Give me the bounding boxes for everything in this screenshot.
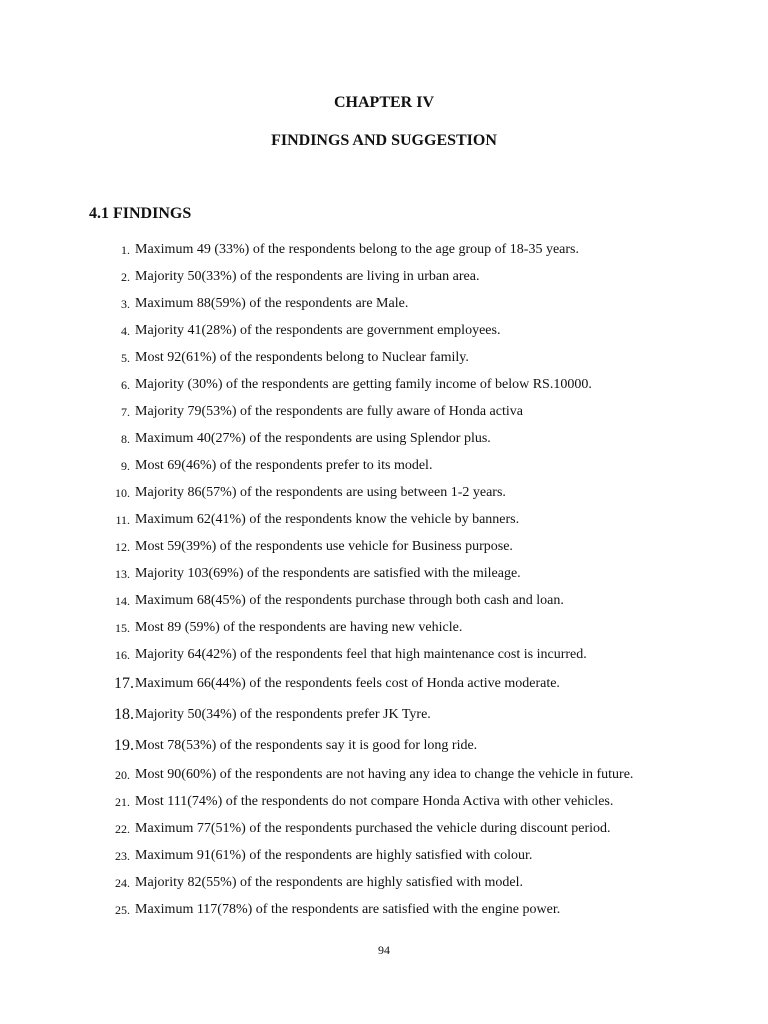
finding-item xyxy=(0,535,768,562)
finding-text: Majority 50(34%) of the respondents prefer JK Tyre. xyxy=(135,707,431,722)
finding-item xyxy=(0,670,768,701)
finding-number: 2. xyxy=(121,270,130,284)
finding-item xyxy=(0,701,768,732)
finding-number: 24. xyxy=(115,876,130,890)
finding-item xyxy=(0,481,768,508)
findings-list xyxy=(0,238,768,925)
finding-text: Most 59(39%) of the respondents use vehicle for Business purpose. xyxy=(135,539,513,554)
finding-text: Majority 50(33%) of the respondents are living in urban area. xyxy=(135,269,480,284)
finding-item xyxy=(0,589,768,616)
finding-item xyxy=(0,346,768,373)
finding-item xyxy=(0,508,768,535)
finding-number: 10. xyxy=(115,486,130,500)
finding-item xyxy=(0,292,768,319)
finding-text: Maximum 88(59%) of the respondents are Male. xyxy=(135,296,409,311)
finding-number: 4. xyxy=(121,324,130,338)
finding-number: 23. xyxy=(115,849,130,863)
finding-text: Most 111(74%) of the respondents do not compare Honda Activa with other vehicles. xyxy=(135,794,614,809)
finding-text: Maximum 62(41%) of the respondents know the vehicle by banners. xyxy=(135,512,520,527)
finding-number: 5. xyxy=(121,351,130,365)
finding-text: Majority 103(69%) of the respondents are satisfied with the mileage. xyxy=(135,566,521,581)
finding-number: 8. xyxy=(121,432,130,446)
finding-text: Maximum 49 (33%) of the respondents belong to the age group of 18-35 years. xyxy=(135,242,580,257)
finding-number: 1. xyxy=(121,243,130,257)
finding-text: Maximum 77(51%) of the respondents purchased the vehicle during discount period. xyxy=(135,821,611,836)
finding-item xyxy=(0,427,768,454)
finding-number: 13. xyxy=(115,567,130,581)
finding-number: 7. xyxy=(121,405,130,419)
finding-item xyxy=(0,732,768,763)
finding-text: Maximum 40(27%) of the respondents are using Splendor plus. xyxy=(135,431,491,446)
finding-number: 6. xyxy=(121,378,130,392)
chapter-title: CHAPTER IV xyxy=(333,94,434,111)
finding-item xyxy=(0,616,768,643)
finding-number: 11. xyxy=(115,513,130,527)
finding-text: Majority 64(42%) of the respondents feel that high maintenance cost is incurred. xyxy=(135,647,587,662)
finding-text: Most 69(46%) of the respondents prefer to its model. xyxy=(135,458,433,473)
finding-item xyxy=(0,898,768,925)
finding-number: 19. xyxy=(114,737,134,754)
finding-text: Maximum 66(44%) of the respondents feels cost of Honda active moderate. xyxy=(135,676,560,691)
finding-number: 12. xyxy=(115,540,130,554)
finding-text: Most 78(53%) of the respondents say it is good for long ride. xyxy=(135,738,478,753)
finding-item xyxy=(0,454,768,481)
finding-item xyxy=(0,763,768,790)
finding-item xyxy=(0,871,768,898)
finding-number: 22. xyxy=(115,822,130,836)
finding-text: Most 92(61%) of the respondents belong to Nuclear family. xyxy=(135,350,469,365)
finding-number: 20. xyxy=(115,768,130,782)
finding-item xyxy=(0,400,768,427)
finding-item xyxy=(0,265,768,292)
finding-number: 25. xyxy=(115,903,130,917)
finding-text: Most 90(60%) of the respondents are not having any idea to change the vehicle in future. xyxy=(135,767,634,782)
finding-text: Maximum 117(78%) of the respondents are satisfied with the engine power. xyxy=(135,902,561,917)
finding-number: 21. xyxy=(115,795,130,809)
finding-item xyxy=(0,844,768,871)
section-heading-findings: 4.1 FINDINGS xyxy=(89,205,192,222)
finding-number: 17. xyxy=(114,675,134,692)
finding-text: Majority 86(57%) of the respondents are using between 1-2 years. xyxy=(135,485,506,500)
finding-number: 9. xyxy=(121,459,130,473)
finding-item xyxy=(0,319,768,346)
finding-item xyxy=(0,238,768,265)
finding-item xyxy=(0,790,768,817)
finding-text: Maximum 91(61%) of the respondents are highly satisfied with colour. xyxy=(135,848,533,863)
finding-text: Majority 82(55%) of the respondents are highly satisfied with model. xyxy=(135,875,524,890)
finding-number: 15. xyxy=(115,621,130,635)
page-number: 94 xyxy=(378,943,390,957)
finding-number: 18. xyxy=(114,706,134,723)
chapter-subtitle: FINDINGS AND SUGGESTION xyxy=(271,132,497,149)
finding-text: Majority 41(28%) of the respondents are government employees. xyxy=(135,323,501,338)
finding-text: Majority 79(53%) of the respondents are fully aware of Honda activa xyxy=(135,404,523,419)
finding-text: Maximum 68(45%) of the respondents purchase through both cash and loan. xyxy=(135,593,564,608)
finding-item xyxy=(0,643,768,670)
finding-item xyxy=(0,373,768,400)
finding-number: 14. xyxy=(115,594,130,608)
finding-text: Most 89 (59%) of the respondents are having new vehicle. xyxy=(135,620,463,635)
finding-number: 16. xyxy=(115,648,130,662)
finding-item xyxy=(0,562,768,589)
finding-text: Majority (30%) of the respondents are getting family income of below RS.10000. xyxy=(135,377,592,392)
finding-number: 3. xyxy=(121,297,130,311)
finding-item xyxy=(0,817,768,844)
